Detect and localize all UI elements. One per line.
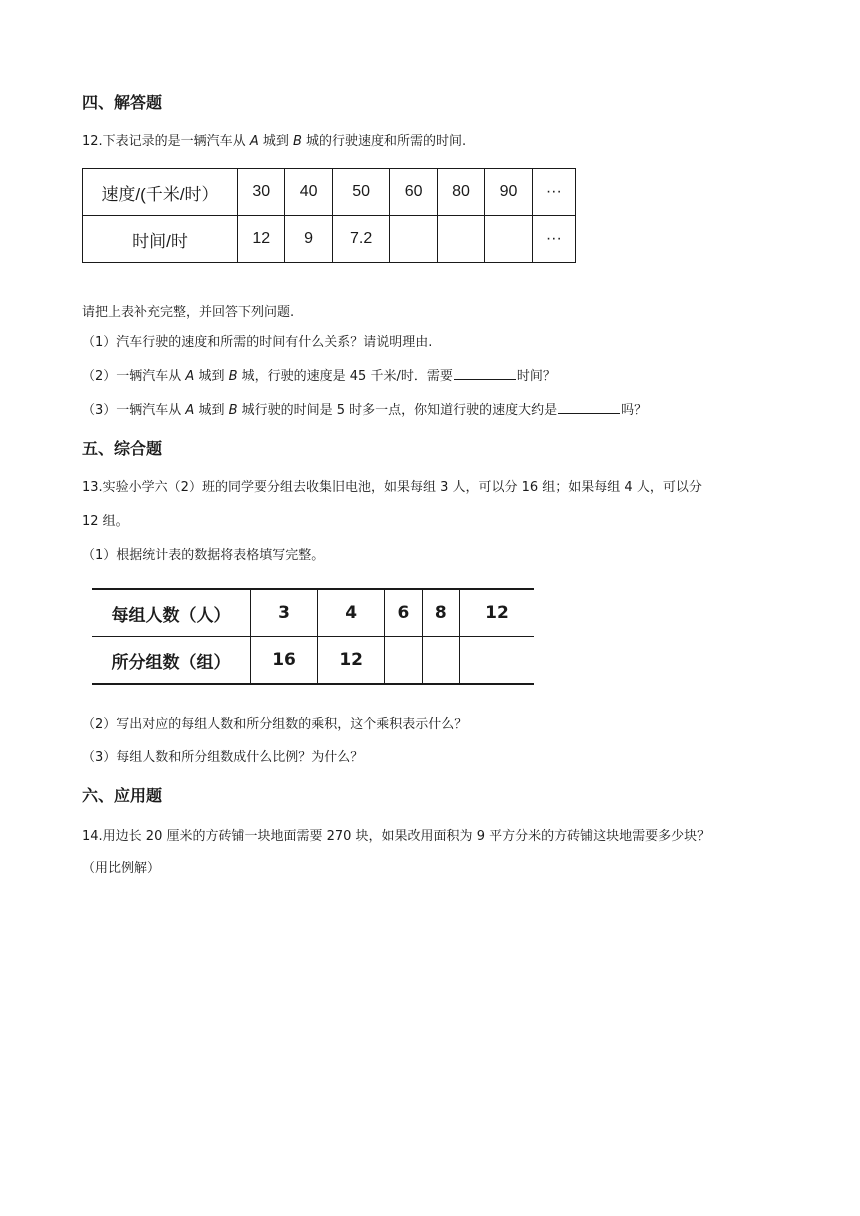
answer-blank[interactable] <box>558 401 620 414</box>
answer-blank[interactable] <box>454 367 516 380</box>
sub2-text-d: 时间？ <box>516 369 556 384</box>
groups-cell: 16 <box>251 637 318 685</box>
section-title-6: 六、应用题 <box>82 786 163 805</box>
sub2-text-a: （2）一辆汽车从 <box>82 369 186 384</box>
time-cell-blank <box>485 216 532 263</box>
table-row-groups <box>92 637 534 685</box>
city-a: A <box>185 369 195 384</box>
intro-text-c: 城的行驶速度和所需的时间. <box>301 134 467 149</box>
speed-cell: 60 <box>390 169 437 216</box>
sub3-text-b: 城到 <box>194 403 229 418</box>
row-label-groups: 所分组数（组） <box>92 637 251 685</box>
speed-cell: 30 <box>238 169 285 216</box>
speed-cell: 50 <box>332 169 390 216</box>
people-cell: 3 <box>251 589 318 637</box>
people-cell: 12 <box>460 589 535 637</box>
speed-cell: 90 <box>485 169 532 216</box>
city-b: B <box>228 403 238 418</box>
question-13-line2: 12 组。 <box>82 514 129 529</box>
city-b: B <box>228 369 238 384</box>
sub2-text-c: 城，行驶的速度是 45 千米/时．需要 <box>237 369 453 384</box>
question-12-sub3 <box>82 401 647 420</box>
time-cell-ellipsis: ··· <box>532 216 575 263</box>
speed-cell: 80 <box>437 169 484 216</box>
intro-text-b: 城到 <box>258 134 293 149</box>
question-14-line1: 14.用边长 20 厘米的方砖铺一块地面需要 270 块，如果改用面积为 9 平方分米的方砖铺这块地需要多少块？ <box>82 829 711 844</box>
time-cell-blank <box>437 216 484 263</box>
question-12-prompt: 请把上表补充完整，并回答下列问题. <box>82 305 295 320</box>
people-cell: 4 <box>318 589 385 637</box>
time-cell-blank <box>390 216 437 263</box>
question-14-line2: （用比例解） <box>82 861 161 876</box>
people-cell: 8 <box>422 589 459 637</box>
groups-cell: 12 <box>318 637 385 685</box>
row-label-time: 时间/时 <box>83 216 238 263</box>
speed-cell: 40 <box>285 169 332 216</box>
sub3-text-c: 城行驶的时间是 5 时多一点，你知道行驶的速度大约是 <box>237 403 558 418</box>
speed-cell-ellipsis: ··· <box>532 169 575 216</box>
question-13-sub1: （1）根据统计表的数据将表格填写完整。 <box>82 548 325 563</box>
group-table <box>92 588 534 685</box>
intro-text-a: 12.下表记录的是一辆汽车从 <box>82 134 250 149</box>
question-13-sub2: （2）写出对应的每组人数和所分组数的乘积，这个乘积表示什么？ <box>82 717 468 732</box>
groups-cell-blank <box>422 637 459 685</box>
row-label-speed: 速度/(千米/时） <box>83 169 238 216</box>
sub2-text-b: 城到 <box>194 369 229 384</box>
section-title-4: 四、解答题 <box>82 93 163 112</box>
groups-cell-blank <box>385 637 422 685</box>
speed-time-table <box>82 168 576 263</box>
table-row-speed <box>83 169 576 216</box>
table-row-people <box>92 589 534 637</box>
question-12-intro <box>82 133 466 151</box>
city-a: A <box>249 134 259 149</box>
table-row-time <box>83 216 576 263</box>
row-label-people: 每组人数（人） <box>92 589 251 637</box>
question-13-line1: 13.实验小学六（2）班的同学要分组去收集旧电池，如果每组 3 人，可以分 16 组；如果每组 4 人，可以分 <box>82 480 702 495</box>
section-title-5: 五、综合题 <box>82 439 163 458</box>
question-12-sub1: （1）汽车行驶的速度和所需的时间有什么关系？请说明理由. <box>82 335 433 350</box>
groups-cell-blank <box>460 637 535 685</box>
city-a: A <box>185 403 195 418</box>
time-cell: 12 <box>238 216 285 263</box>
question-13-sub3: （3）每组人数和所分组数成什么比例？为什么？ <box>82 750 364 765</box>
sub3-text-a: （3）一辆汽车从 <box>82 403 186 418</box>
city-b: B <box>292 134 302 149</box>
people-cell: 6 <box>385 589 422 637</box>
question-12-sub2 <box>82 367 556 386</box>
time-cell: 7.2 <box>332 216 390 263</box>
sub3-text-d: 吗？ <box>621 403 648 418</box>
time-cell: 9 <box>285 216 332 263</box>
